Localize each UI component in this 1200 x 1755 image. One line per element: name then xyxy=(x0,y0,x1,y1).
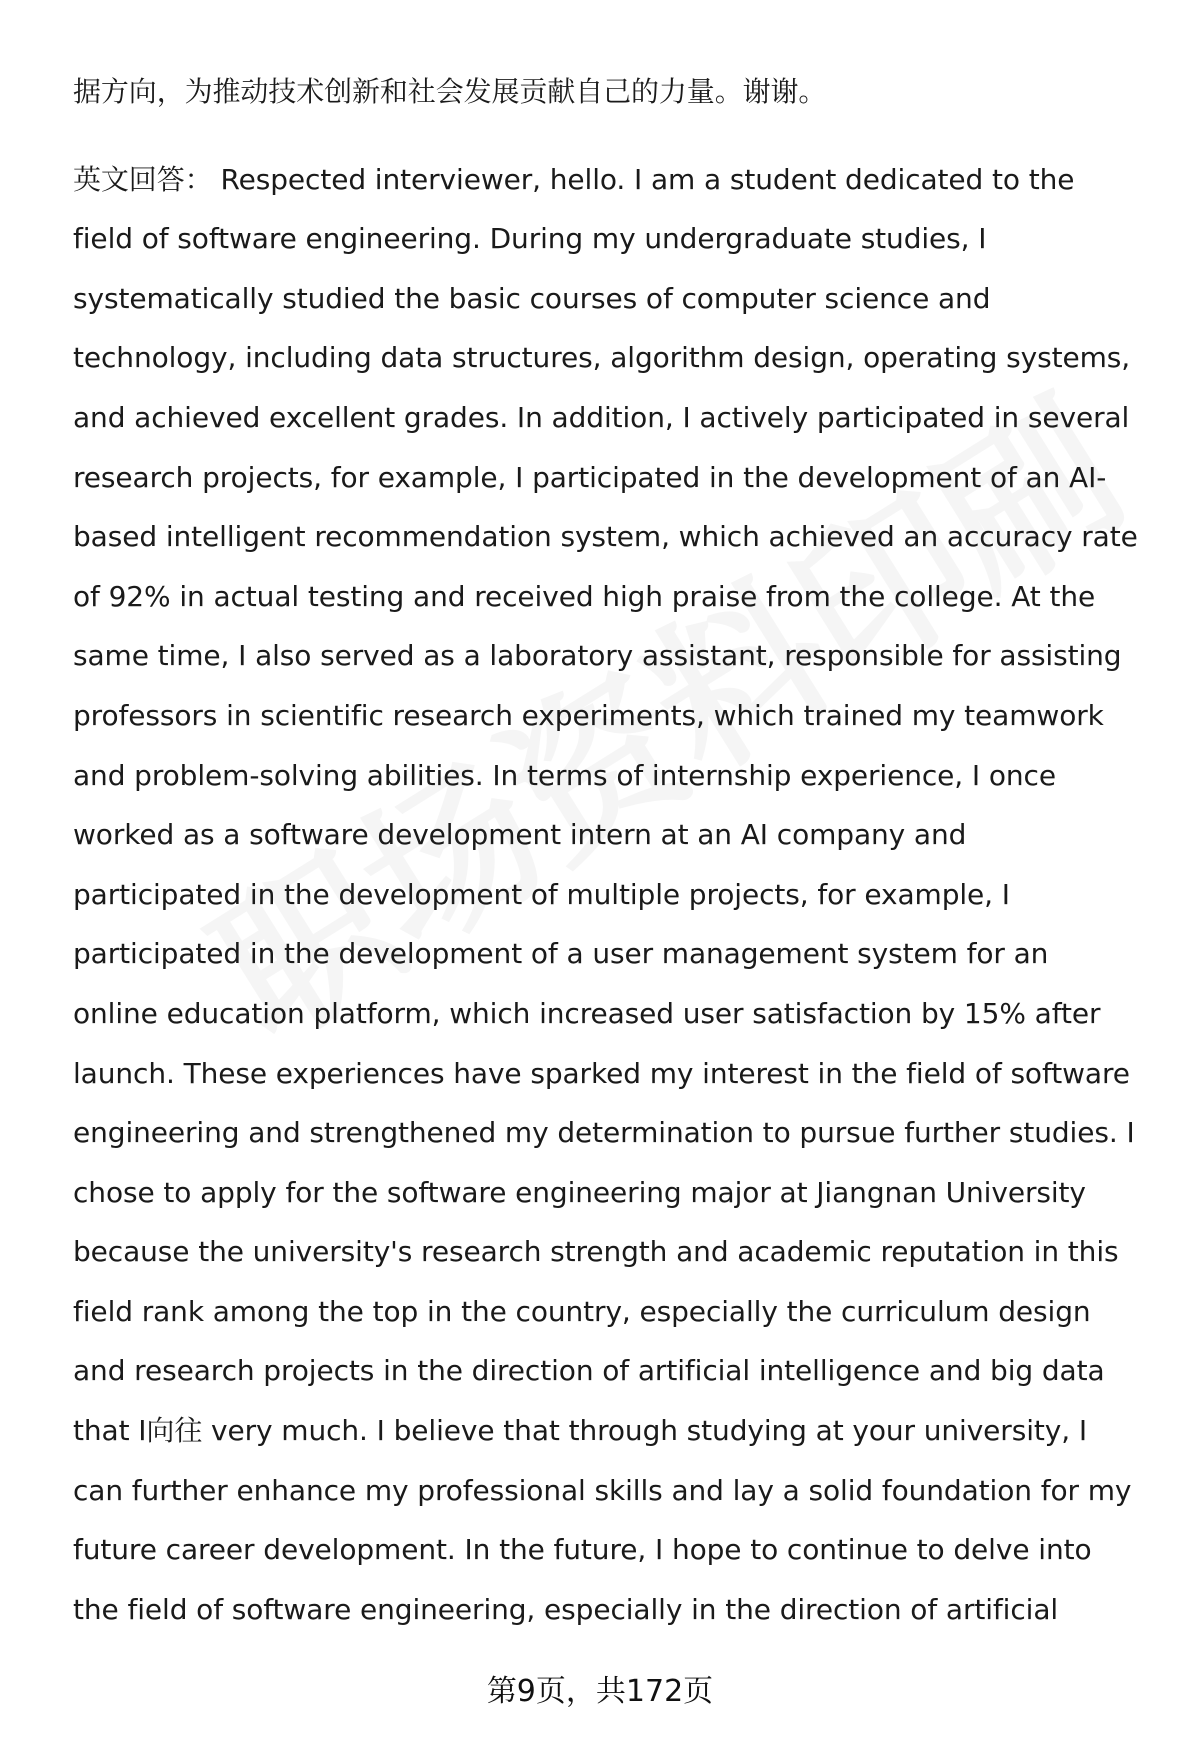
answer-line xyxy=(73,1163,1163,1223)
answer-line-text: technology, including data structures, algorithm design, operating systems, xyxy=(73,341,1131,375)
answer-line-text: future career development. In the future, I hope to continue to delve into xyxy=(73,1533,1092,1567)
answer-line-text: because the university's research strength and academic reputation in this xyxy=(73,1235,1119,1269)
answer-line-text: participated in the development of a user management system for an xyxy=(73,937,1049,971)
answer-line-text: chose to apply for the software engineering major at Jiangnan University xyxy=(73,1175,1086,1209)
answer-line xyxy=(73,388,1163,448)
intro-line: 据方向，为推动技术创新和社会发展贡献自己的力量。谢谢。 xyxy=(73,75,827,108)
answer-line xyxy=(73,1044,1163,1104)
answer-line xyxy=(73,1580,1163,1640)
answer-line xyxy=(73,567,1163,627)
answer-line xyxy=(73,1520,1163,1580)
document-body xyxy=(73,62,1163,1639)
answer-line xyxy=(73,1222,1163,1282)
paragraph-gap xyxy=(73,122,1163,150)
answer-line xyxy=(73,507,1163,567)
answer-line-text: based intelligent recommendation system, which achieved an accuracy rate xyxy=(73,520,1138,554)
answer-line xyxy=(73,328,1163,388)
answer-line-text: of 92% in actual testing and received high praise from the college. At the xyxy=(73,579,1096,613)
answer-line-text: that I向往 very much. I believe that through studying at your university, I xyxy=(73,1414,1087,1448)
answer-line-text: field rank among the top in the country, especially the curriculum design xyxy=(73,1294,1091,1328)
answer-line-text: launch. These experiences have sparked my interest in the field of software xyxy=(73,1056,1130,1090)
answer-line-text: online education platform, which increased user satisfaction by 15% after xyxy=(73,996,1101,1030)
answer-line xyxy=(73,1103,1163,1163)
answer-line xyxy=(73,1461,1163,1521)
answer-line-text: engineering and strengthened my determination to pursue further studies. I xyxy=(73,1116,1135,1150)
answer-line xyxy=(73,746,1163,806)
answer-line-text: worked as a software development intern at an AI company and xyxy=(73,818,967,852)
answer-label: 英文回答： xyxy=(73,162,213,196)
answer-line-text: can further enhance my professional skills and lay a solid foundation for my xyxy=(73,1473,1132,1507)
answer-line xyxy=(73,448,1163,508)
answer-line xyxy=(73,269,1163,329)
answer-line xyxy=(73,805,1163,865)
answer-line-text: the field of software engineering, especially in the direction of artificial xyxy=(73,1592,1059,1626)
answer-line xyxy=(73,686,1163,746)
answer-line-text: Respected interviewer, hello. I am a student dedicated to the xyxy=(220,162,1075,196)
answer-line-text: same time, I also served as a laboratory assistant, responsible for assisting xyxy=(73,639,1122,673)
answer-line-text: field of software engineering. During my undergraduate studies, I xyxy=(73,222,987,256)
answer-line-text: participated in the development of multiple projects, for example, I xyxy=(73,877,1010,911)
answer-line xyxy=(73,1401,1163,1461)
answer-line xyxy=(73,209,1163,269)
answer-line xyxy=(73,1341,1163,1401)
answer-line-text: and achieved excellent grades. In addition, I actively participated in several xyxy=(73,400,1130,434)
answer-line-text: and problem-solving abilities. In terms of internship experience, I once xyxy=(73,758,1056,792)
answer-line xyxy=(73,626,1163,686)
answer-line-text: and research projects in the direction of artificial intelligence and big data xyxy=(73,1354,1105,1388)
page-number-footer: 第9页，共172页 xyxy=(486,1674,714,1709)
answer-line xyxy=(73,924,1163,984)
answer-line xyxy=(73,865,1163,925)
answer-line-text: systematically studied the basic courses of computer science and xyxy=(73,281,991,315)
answer-line xyxy=(73,984,1163,1044)
english-answer-paragraph xyxy=(73,150,1163,1640)
answer-line-text: professors in scientific research experiments, which trained my teamwork xyxy=(73,698,1104,732)
answer-line xyxy=(73,150,1163,210)
answer-line-text: research projects, for example, I participated in the development of an AI- xyxy=(73,460,1107,494)
answer-line xyxy=(73,1282,1163,1342)
